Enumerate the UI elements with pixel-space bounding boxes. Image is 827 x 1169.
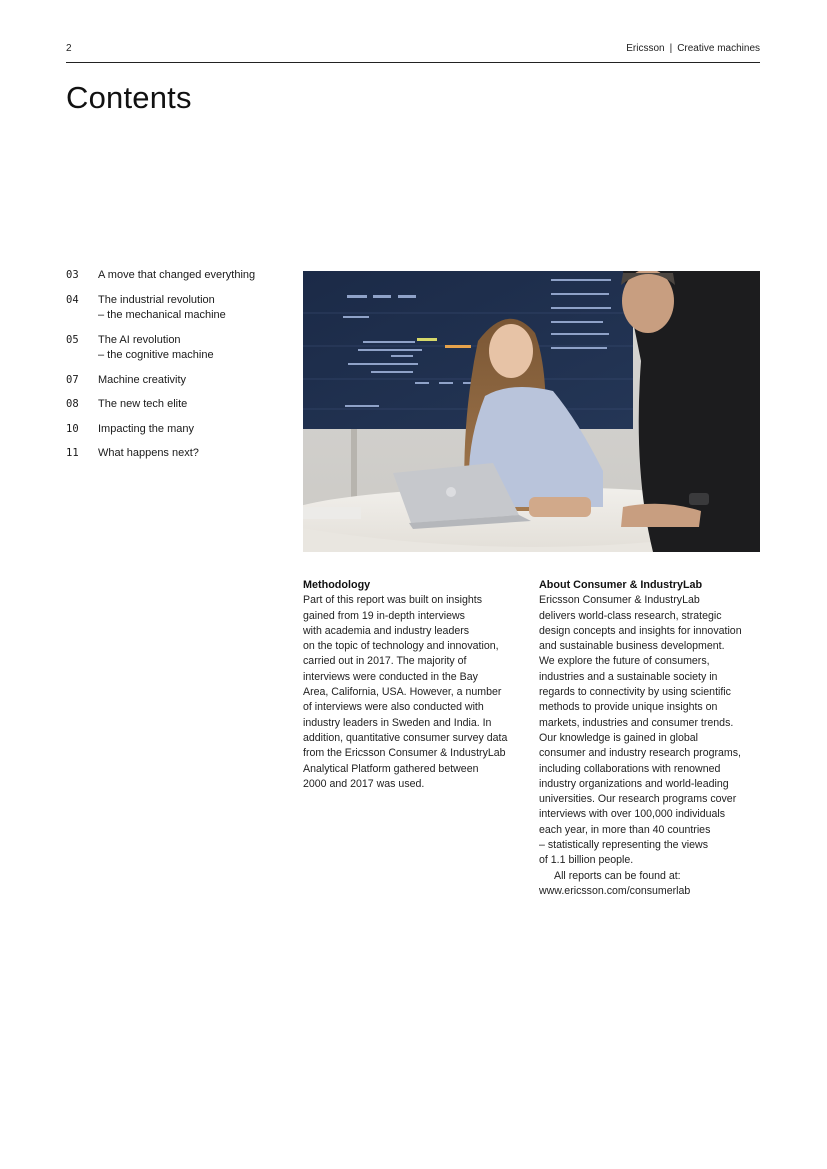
methodology-line: addition, quantitative consumer survey data: [303, 731, 508, 744]
methodology-body: [303, 593, 521, 792]
toc-entry-label: What happens next?: [98, 447, 199, 459]
about-line: consumer and industry research programs,: [539, 747, 741, 760]
methodology-line: industry leaders in Sweden and India. In: [303, 716, 492, 729]
about-line: of 1.1 billion people.: [539, 854, 634, 867]
about-line: delivers world-class research, strategic: [539, 609, 722, 622]
publication-title: Creative machines: [677, 43, 760, 54]
page-title: Contents: [66, 80, 192, 115]
toc-entry-label: The AI revolution: [98, 333, 181, 346]
methodology-line: Part of this report was built on insights: [303, 594, 483, 607]
toc-page-number: 08: [66, 398, 79, 410]
methodology-line: Area, California, USA. However, a number: [303, 686, 502, 699]
about-section: [539, 578, 760, 899]
about-heading: About Consumer & IndustryLab: [539, 579, 703, 591]
toc-page-number: 04: [66, 293, 79, 306]
toc-entry-subtitle: – the mechanical machine: [98, 309, 226, 321]
methodology-line: with academia and industry leaders: [303, 624, 470, 637]
about-line: universities. Our research programs cover: [539, 793, 737, 806]
methodology-line: carried out in 2017. The majority of: [303, 655, 467, 668]
methodology-line: on the topic of technology and innovation,: [303, 640, 499, 653]
brand-name: Ericsson: [626, 43, 665, 54]
about-line: methods to provide unique insights on: [539, 701, 718, 714]
header-rule: [66, 62, 760, 63]
about-line: – statistically representing the views: [539, 839, 708, 852]
methodology-section: [303, 578, 521, 792]
toc-entry-label: The industrial revolution: [98, 293, 215, 306]
toc-item[interactable]: [66, 373, 286, 389]
methodology-line: 2000 and 2017 was used.: [303, 777, 425, 790]
about-line: industries and a sustainable society in: [539, 670, 718, 683]
toc-page-number: 07: [66, 373, 79, 386]
toc-entry-label: A move that changed everything: [98, 269, 256, 281]
about-line: industry organizations and world-leading: [539, 777, 729, 790]
toc-item[interactable]: [66, 293, 286, 324]
about-line: We explore the future of consumers,: [539, 655, 710, 668]
consumerlab-link[interactable]: www.ericsson.com/consumerlab: [539, 884, 691, 897]
about-line: each year, in more than 40 countries: [539, 823, 711, 836]
toc-item[interactable]: [66, 333, 286, 364]
methodology-line: Analytical Platform gathered between: [303, 762, 479, 775]
table-of-contents: [66, 268, 286, 471]
about-line: interviews with over 100,000 individuals: [539, 808, 726, 821]
toc-page-number: 10: [66, 422, 79, 435]
toc-item[interactable]: [66, 446, 286, 462]
reports-note: All reports can be found at:: [554, 869, 681, 882]
page-number: 2: [66, 43, 72, 54]
about-line: and sustainable business development.: [539, 640, 725, 653]
header-separator: |: [669, 43, 673, 54]
about-line: including collaborations with renowned: [539, 762, 721, 775]
about-body: [539, 593, 760, 899]
toc-entry-label: Machine creativity: [98, 373, 187, 386]
toc-item[interactable]: [66, 397, 286, 413]
toc-page-number: 11: [66, 447, 79, 459]
about-line: design concepts and insights for innovation: [539, 624, 742, 637]
methodology-line: gained from 19 in-depth interviews: [303, 609, 465, 622]
office-photo: [303, 271, 760, 552]
toc-page-number: 03: [66, 269, 79, 281]
about-line: markets, industries and consumer trends.: [539, 716, 734, 729]
toc-item[interactable]: [66, 268, 286, 284]
toc-entry-subtitle: – the cognitive machine: [98, 349, 214, 361]
about-line: Our knowledge is gained in global: [539, 731, 699, 744]
methodology-line: from the Ericsson Consumer & IndustryLab: [303, 747, 506, 760]
toc-entry-label: Impacting the many: [98, 422, 194, 435]
toc-item[interactable]: [66, 422, 286, 438]
methodology-line: of interviews were also conducted with: [303, 701, 484, 714]
about-line: regards to connectivity by using scientific: [539, 686, 731, 699]
toc-entry-label: The new tech elite: [98, 398, 188, 410]
about-line: Ericsson Consumer & IndustryLab: [539, 594, 700, 607]
methodology-line: interviews were conducted in the Bay: [303, 670, 478, 683]
running-header: [626, 43, 760, 54]
toc-page-number: 05: [66, 333, 79, 346]
methodology-heading: Methodology: [303, 579, 371, 591]
